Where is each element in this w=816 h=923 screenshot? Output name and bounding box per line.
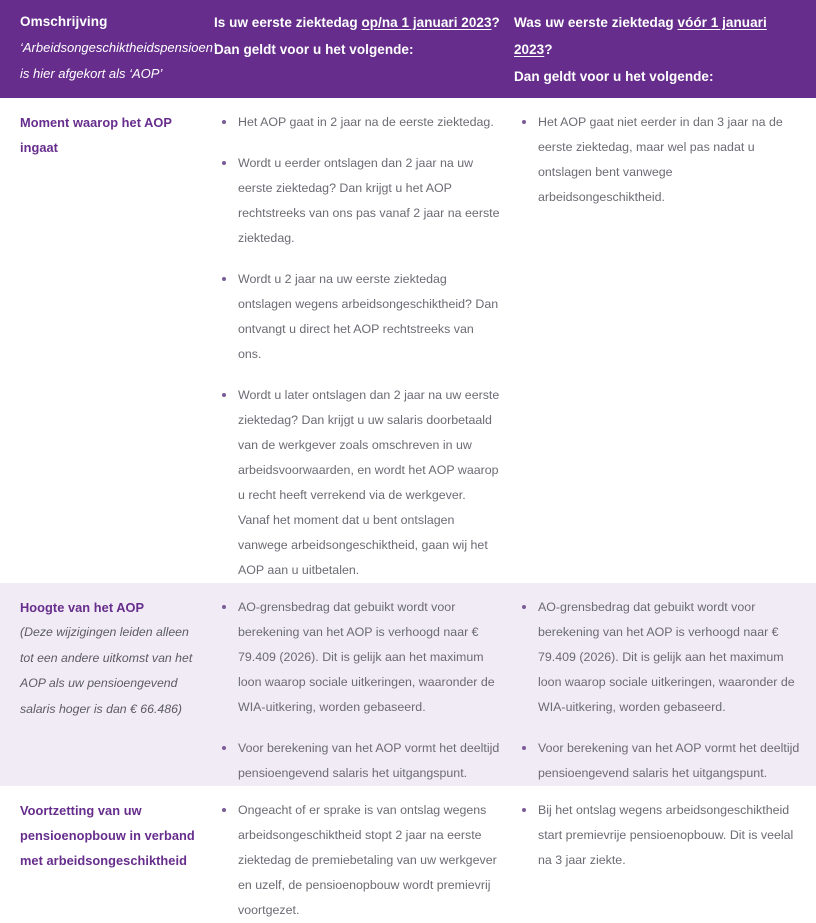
row-bullets-before-cell — [514, 98, 816, 210]
row-title: Hoogte van het AOP — [20, 600, 145, 615]
list-item: Het AOP gaat in 2 jaar na de eerste ziektedag. — [214, 110, 500, 135]
list-item: AO-grensbedrag dat gebuikt wordt voor berekening van het AOP is verhoogd naar € 79.409 (2026). Dit is gelijk aan het maximum loon waarop sociale uitkeringen, waaronder de WIA-uitkering, worden gebaseerd. — [514, 595, 802, 720]
list-item: AO-grensbedrag dat gebuikt wordt voor berekening van het AOP is verhoogd naar € 79.409 (2026). Dit is gelijk aan het maximum loon waarop sociale uitkeringen, waaronder de WIA-uitkering, worden gebaseerd. — [214, 595, 500, 720]
header-question-underlined: vóór 1 januari 2023 — [514, 15, 767, 57]
row-bullets-on-or-after-cell — [214, 98, 514, 583]
header-description-subtitle-line2: is hier afgekort als ‘AOP’ — [20, 66, 163, 81]
row-bullets-on-or-after — [214, 798, 500, 923]
row-bullets-before — [514, 595, 802, 786]
row-title-continued: pensioenopbouw in verband met arbeidsongeschiktheid — [20, 828, 195, 868]
row-bullets-before — [514, 798, 802, 873]
header-question-on-or-after — [214, 9, 500, 36]
row-bullets-on-or-after — [214, 595, 500, 786]
table-row — [0, 786, 816, 923]
row-bullets-before — [514, 110, 802, 210]
table-row — [0, 583, 816, 786]
header-question-prefix: Was uw eerste ziektedag — [514, 15, 678, 30]
row-bullets-before-cell — [514, 786, 816, 873]
list-item: Voor berekening van het AOP vormt het deeltijd pensioengevend salaris het uitgangspunt. — [214, 736, 500, 786]
row-title: Moment waarop het AOP — [20, 115, 173, 130]
header-cell-before-2023 — [514, 9, 816, 90]
header-question-underlined: op/na 1 januari 2023 — [361, 15, 492, 30]
list-item: Wordt u later ontslagen dan 2 jaar na uw eerste ziektedag? Dan krijgt u uw salaris doorbetaald van de werkgever zoals omschreven in uw arbeidsvoorwaarden, en wordt het AOP waarop u recht heeft verrekend via de werkgever. Vanaf het moment dat u bent ontslagen vanwege arbeidsongeschiktheid, gaan wij het AOP aan u uitbetalen. — [214, 383, 500, 583]
row-label-cell — [0, 98, 214, 160]
header-lead-on-or-after: Dan geldt voor u het volgende: — [214, 42, 414, 57]
list-item: Voor berekening van het AOP vormt het deeltijd pensioengevend salaris het uitgangspunt. — [514, 736, 802, 786]
table-header-row — [0, 0, 816, 98]
list-item: Wordt u eerder ontslagen dan 2 jaar na uw eerste ziektedag? Dan krijgt u het AOP rechtstreeks van ons pas vanaf 2 jaar na eerste ziektedag. — [214, 151, 500, 251]
header-question-suffix: ? — [544, 42, 553, 57]
row-label-cell — [0, 583, 214, 722]
header-cell-on-or-after-2023 — [214, 9, 514, 63]
row-title-continued: ingaat — [20, 140, 58, 155]
header-question-before — [514, 9, 802, 63]
header-lead-before: Dan geldt voor u het volgende: — [514, 69, 714, 84]
list-item: Het AOP gaat niet eerder in dan 3 jaar na de eerste ziektedag, maar wel pas nadat u ontslagen bent vanwege arbeidsongeschiktheid. — [514, 110, 802, 210]
list-item: Ongeacht of er sprake is van ontslag wegens arbeidsongeschiktheid stopt 2 jaar na eerste ziektedag de premiebetaling van uw werkgever en uzelf, de pensioenopbouw wordt premievrij voortgezet. — [214, 798, 500, 923]
header-description-subtitle-line1: ‘Arbeidsongeschiktheidspensioen’ — [20, 40, 216, 55]
row-note: (Deze wijzigingen leiden alleen tot een andere uitkomst van het AOP als uw pensioengevend salaris hoger is dan € 66.486) — [20, 625, 193, 716]
table-row — [0, 98, 816, 583]
header-question-suffix: ? — [491, 15, 500, 30]
list-item: Bij het ontslag wegens arbeidsongeschiktheid start premievrije pensioenopbouw. Dit is veelal na 3 jaar ziekte. — [514, 798, 802, 873]
header-cell-description — [0, 9, 214, 87]
row-label-cell — [0, 786, 214, 873]
row-bullets-on-or-after — [214, 110, 500, 583]
header-question-prefix: Is uw eerste ziektedag — [214, 15, 362, 30]
list-item: Wordt u 2 jaar na uw eerste ziektedag ontslagen wegens arbeidsongeschiktheid? Dan ontvangt u direct het AOP rechtstreeks van ons. — [214, 267, 500, 367]
header-description-title: Omschrijving — [20, 14, 108, 29]
table-body — [0, 98, 816, 923]
row-bullets-on-or-after-cell — [214, 786, 514, 923]
row-title: Voortzetting van uw — [20, 803, 142, 818]
row-bullets-on-or-after-cell — [214, 583, 514, 786]
row-bullets-before-cell — [514, 583, 816, 786]
